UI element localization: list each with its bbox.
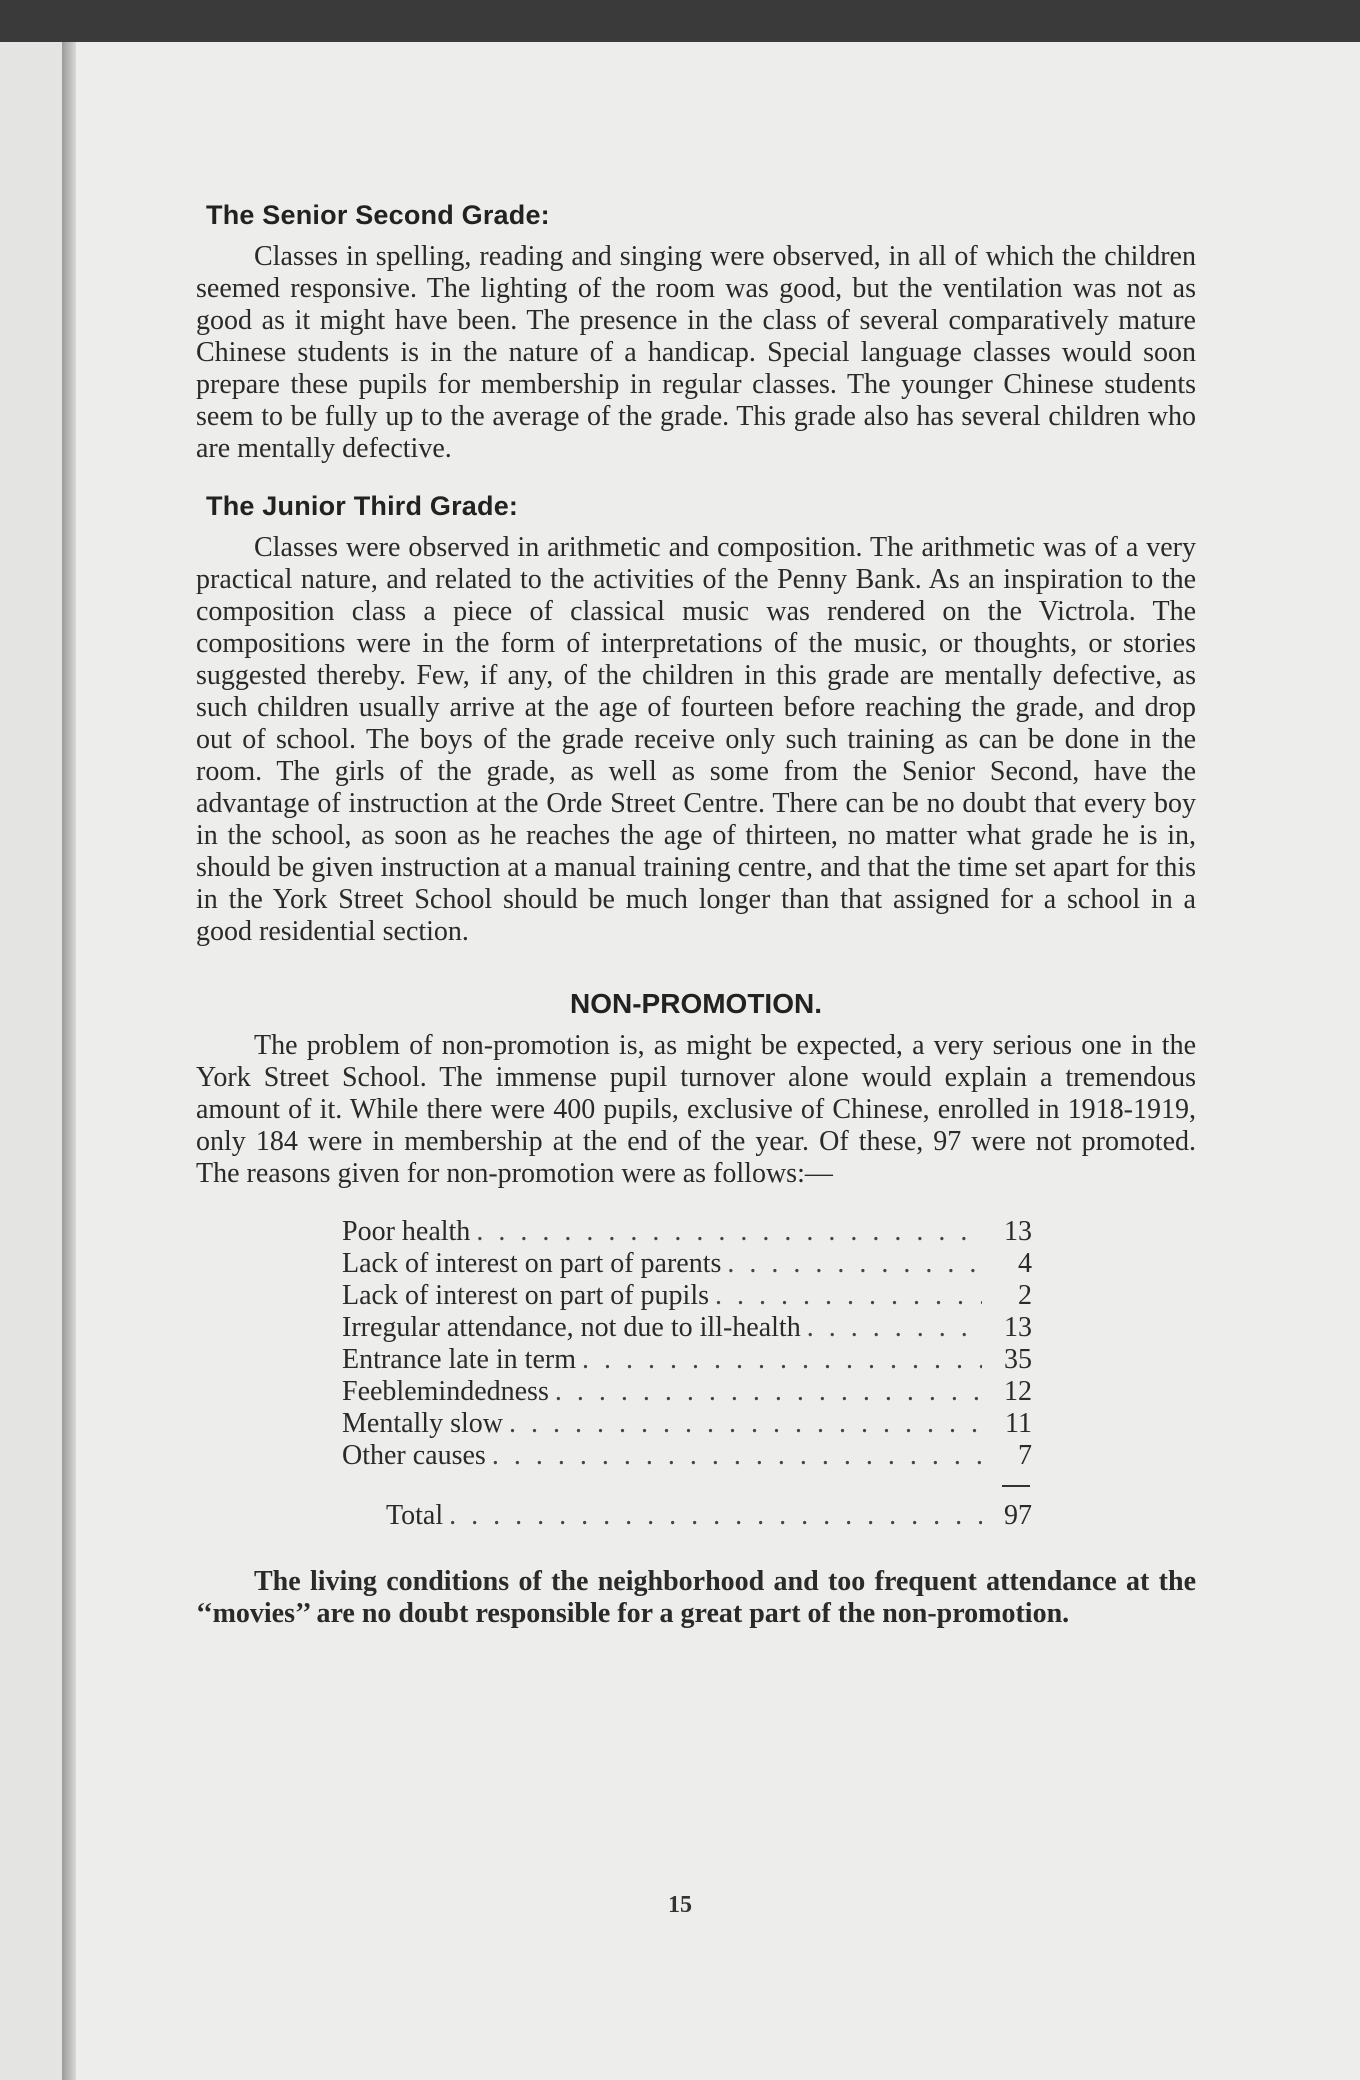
non-promotion-paragraph: The problem of non-promotion is, as might be expected, a very serious one in the York Street School. The immense pupil turnover alone would explain a tremendous amount of it. While there were 400 pupils, exclusive of Chinese, enrolled in 1918-1919, only 184 were in membership at the end of the year. Of these, 97 were not promoted. The reasons given for non-promotion were as follows:— bbox=[196, 1030, 1196, 1189]
sum-rule bbox=[342, 1472, 1032, 1500]
leader-dots bbox=[509, 1408, 982, 1440]
reason-count: 12 bbox=[1004, 1376, 1032, 1407]
book-gutter bbox=[62, 42, 76, 2080]
leader-dots bbox=[715, 1280, 982, 1312]
reason-count: 7 bbox=[1018, 1440, 1032, 1471]
reason-count: 11 bbox=[1005, 1408, 1032, 1439]
reason-row bbox=[342, 1280, 1032, 1312]
reason-label: Lack of interest on part of pupils bbox=[342, 1280, 710, 1311]
reason-count: 13 bbox=[1004, 1216, 1032, 1247]
leader-dots bbox=[807, 1312, 982, 1344]
facing-page-edge bbox=[0, 42, 62, 2080]
closing-paragraph: The living conditions of the neighborhood and too frequent attendance at the ‘‘movies’’ are no doubt responsible for a great part of the non-promotion. bbox=[196, 1566, 1196, 1629]
reason-row bbox=[342, 1216, 1032, 1248]
junior-third-paragraph: Classes were observed in arithmetic and composition. The arithmetic was of a very practical nature, and related to the activities of the Penny Bank. As an inspiration to the composition class a piece of classical music was rendered on the Victrola. The compositions were in the form of interpretations of the music, or thoughts, or stories suggested thereby. Few, if any, of the children in this grade are mentally defective, as such children usually arrive at the age of fourteen before reaching the grade, and drop out of school. The boys of the grade receive only such training as can be done in the room. The girls of the grade, as well as some from the Senior Second, have the advantage of instruction at the Orde Street Centre. There can be no doubt that every boy in the school, as soon as he reaches the age of thirteen, no matter what grade he is in, should be given instruction at a manual training centre, and that the time set apart for this in the York Street School should be much longer than that assigned for a school in a good residential section. bbox=[196, 532, 1196, 947]
reason-label: Mentally slow bbox=[342, 1408, 503, 1439]
page-content bbox=[196, 200, 1196, 1656]
junior-third-heading: The Junior Third Grade: bbox=[206, 491, 519, 521]
reason-count: 4 bbox=[1018, 1248, 1032, 1279]
leader-dots bbox=[476, 1216, 982, 1248]
total-count: 97 bbox=[1004, 1500, 1032, 1531]
reason-label: Poor health bbox=[342, 1216, 471, 1247]
senior-second-heading: The Senior Second Grade: bbox=[206, 200, 550, 230]
reasons-table bbox=[342, 1216, 1032, 1532]
reason-count: 13 bbox=[1004, 1312, 1032, 1343]
total-label: Total bbox=[386, 1500, 444, 1531]
reason-label: Other causes bbox=[342, 1440, 486, 1471]
page-number: 15 bbox=[668, 1892, 692, 1918]
leader-dots bbox=[555, 1376, 982, 1408]
leader-dots bbox=[582, 1344, 982, 1376]
scan-top-edge bbox=[0, 0, 1360, 42]
non-promotion-heading: NON-PROMOTION. bbox=[570, 988, 822, 1019]
reason-label: Irregular attendance, not due to ill-health bbox=[342, 1312, 801, 1343]
reason-row bbox=[342, 1344, 1032, 1376]
reason-label: Lack of interest on part of parents bbox=[342, 1248, 722, 1279]
leader-dots bbox=[449, 1500, 982, 1532]
leader-dots bbox=[727, 1248, 982, 1280]
reason-row bbox=[342, 1248, 1032, 1280]
reason-count: 2 bbox=[1018, 1280, 1032, 1311]
reason-count: 35 bbox=[1004, 1344, 1032, 1375]
reason-label: Feeblemindedness bbox=[342, 1376, 549, 1407]
leader-dots bbox=[492, 1440, 982, 1472]
senior-second-paragraph: Classes in spelling, reading and singing were observed, in all of which the children seemed responsive. The lighting of the room was good, but the ventilation was not as good as it might have been. The presence in the class of several comparatively mature Chinese students is in the nature of a handicap. Special language classes would soon prepare these pupils for membership in regular classes. The younger Chinese students seem to be fully up to the average of the grade. This grade also has several children who are mentally defective. bbox=[196, 241, 1196, 464]
reason-row bbox=[342, 1440, 1032, 1472]
total-row bbox=[342, 1500, 1032, 1532]
reason-row bbox=[342, 1312, 1032, 1344]
reason-label: Entrance late in term bbox=[342, 1344, 576, 1375]
reason-row bbox=[342, 1376, 1032, 1408]
reason-row bbox=[342, 1408, 1032, 1440]
